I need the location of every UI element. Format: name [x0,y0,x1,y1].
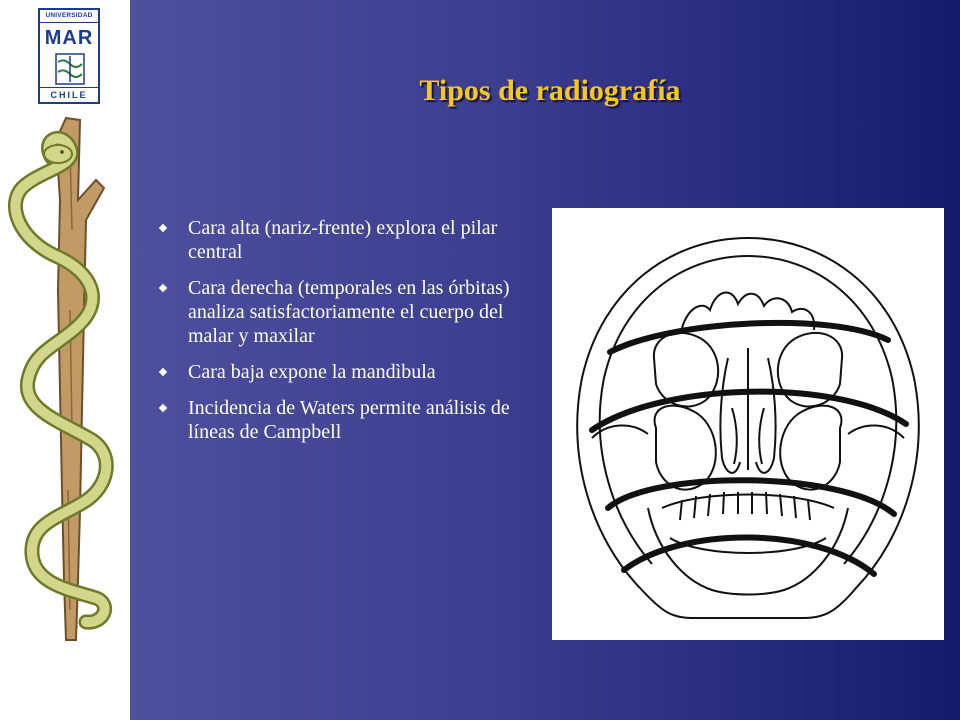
diamond-bullet-icon [159,284,167,292]
diamond-bullet-icon [159,368,167,376]
skull-xray-drawing [552,208,944,640]
list-item [158,360,538,384]
bullet-text: Incidencia de Waters permite análisis de líneas de Campbell [188,397,510,443]
bullet-text: Cara alta (nariz-frente) explora el pilar central [188,217,498,263]
list-item [158,396,538,444]
slide-title: Tipos de radiografía [419,74,681,107]
bullet-text: Cara baja expone la mandìbula [188,361,436,383]
skull-diagram [552,208,944,640]
bullet-list [158,216,538,456]
slide [130,0,960,720]
rod-of-asclepius-icon [0,110,130,650]
logo-bottom-text: CHILE [40,87,98,102]
logo-name: MAR [44,27,94,49]
diamond-bullet-icon [159,404,167,412]
bullet-text: Cara derecha (temporales en las órbitas) analiza satisfactoriamente el cuerpo del malar y maxilar [188,277,510,347]
list-item [158,216,538,264]
logo-top-text: UNIVERSIDAD [40,10,98,23]
sidebar [0,0,130,720]
university-logo [38,8,100,104]
logo-emblem-icon [54,52,86,88]
diamond-bullet-icon [159,224,167,232]
list-item [158,276,538,348]
